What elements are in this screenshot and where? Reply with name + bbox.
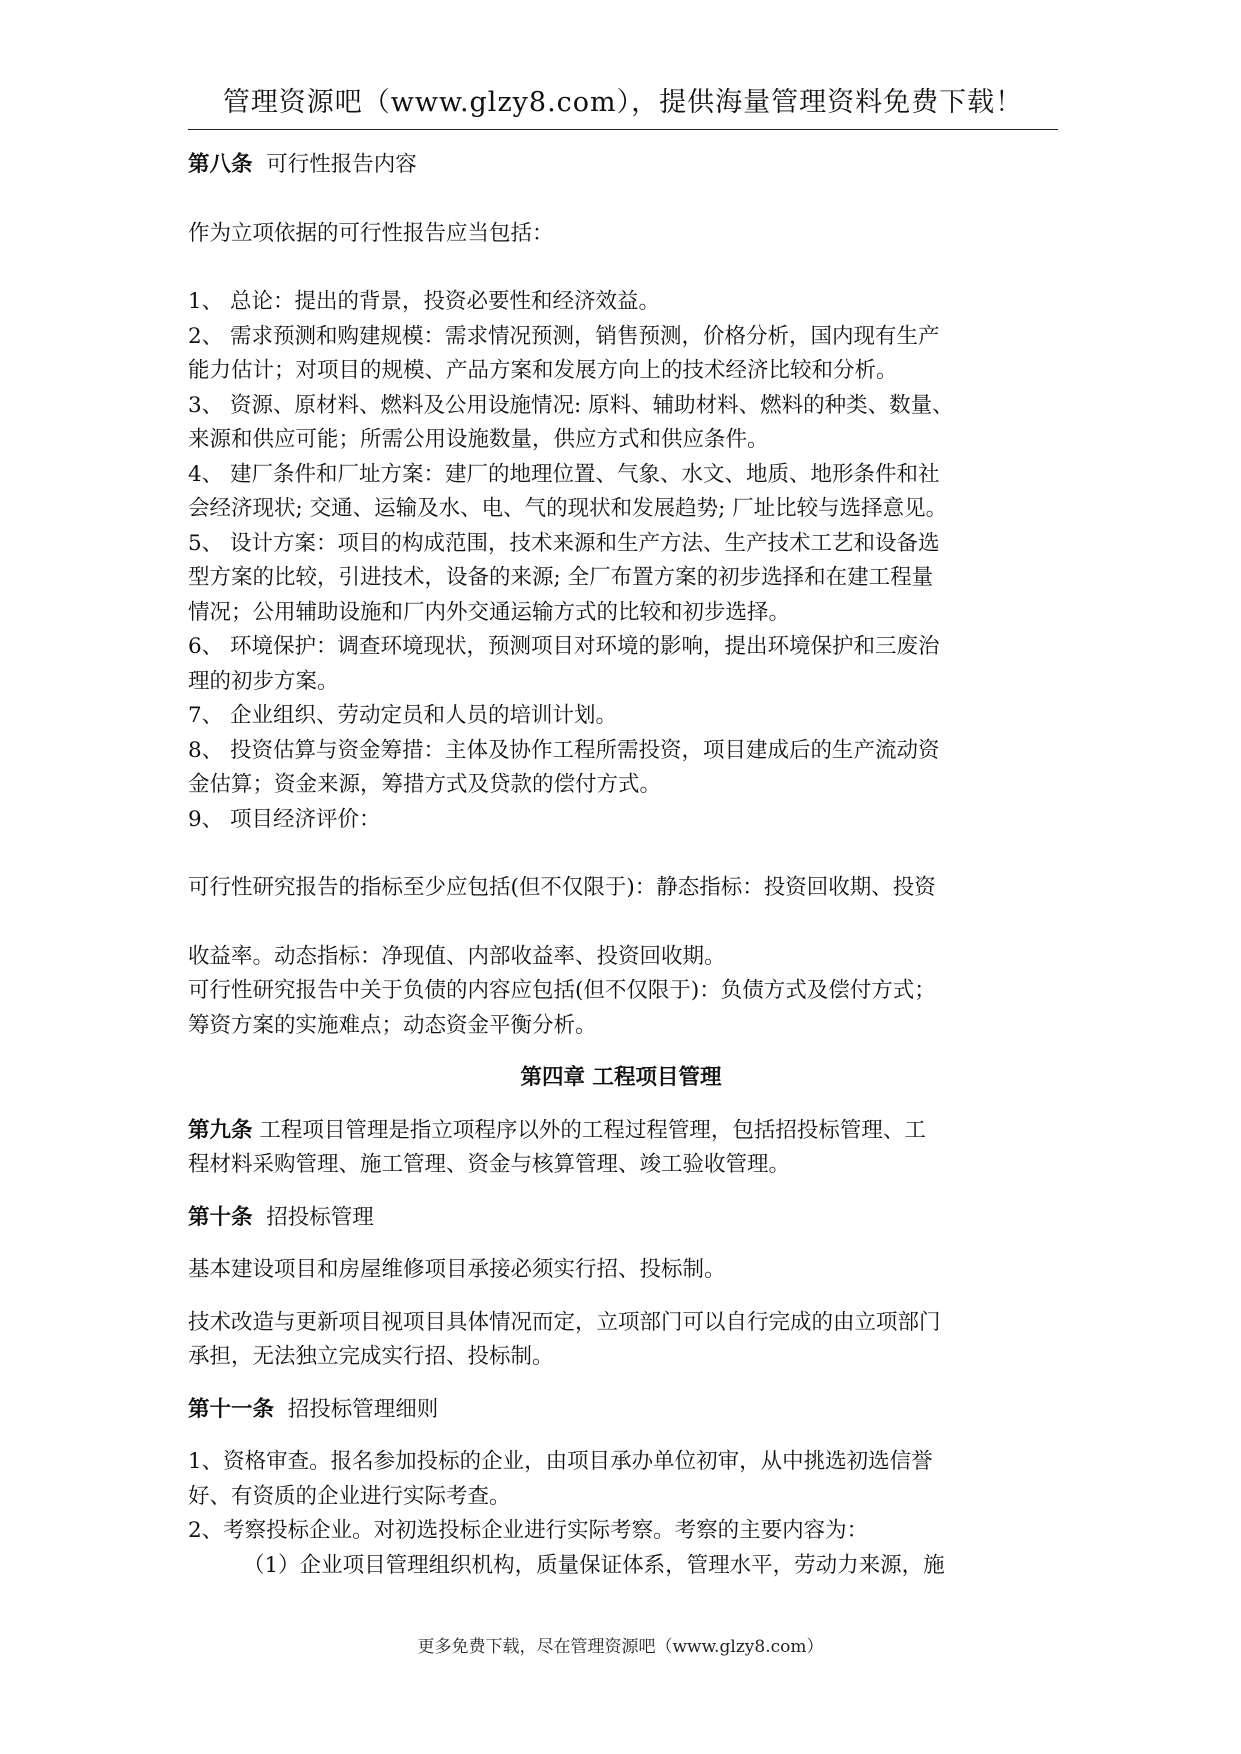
article-11-line: 好、有资质的企业进行实际考查。 <box>188 1483 511 1509</box>
list-line: 理的初步方案。 <box>188 668 339 694</box>
list-line: 金估算；资金来源，筹措方式及贷款的偿付方式。 <box>188 772 662 797</box>
article-9-line: 程材料采购管理、施工管理、资金与核算管理、竣工验收管理。 <box>188 1152 791 1177</box>
article-8-subtitle: 可行性报告内容 <box>266 152 417 177</box>
indicators-line: 可行性研究报告中关于负债的内容应包括(但不仅限于)：负债方式及偿付方式； <box>188 978 936 1003</box>
list-line: 情况；公用辅助设施和厂内外交通运输方式的比较和初步选择。 <box>188 599 791 625</box>
article-10-title: 第十条 <box>188 1204 253 1230</box>
article-9-title: 第九条 <box>188 1117 253 1143</box>
article-8-heading <box>188 148 1054 183</box>
header-divider <box>188 129 1058 130</box>
chapter-4-title: 第四章 工程项目管理 <box>520 1065 722 1090</box>
indicators-line: 筹资方案的实施难点；动态资金平衡分析。 <box>188 1012 597 1038</box>
document-body <box>188 148 1054 1583</box>
list-line: 1、 总论：提出的背景，投资必要性和经济效益。 <box>188 289 661 314</box>
list-line: 9、 项目经济评价： <box>188 806 381 832</box>
article-11-title: 第十一条 <box>188 1396 275 1422</box>
article-11-subtitle: 招投标管理细则 <box>287 1396 439 1422</box>
list-line: 3、 资源、原材料、燃料及公用设施情况: 原料、辅助材料、燃料的种类、数量、 <box>188 392 954 418</box>
article-11-heading <box>188 1393 1054 1428</box>
list-line: 8、 投资估算与资金筹措：主体及协作工程所需投资，项目建成后的生产流动资 <box>188 737 940 763</box>
article-10-p2: 承担，无法独立完成实行招、投标制。 <box>188 1344 554 1369</box>
article-10-subtitle: 招投标管理 <box>266 1204 374 1230</box>
list-line: 2、 需求预测和购建规模：需求情况预测，销售预测，价格分析，国内现有生产 <box>188 323 940 349</box>
list-line: 4、 建厂条件和厂址方案：建厂的地理位置、气象、水文、地质、地形条件和社 <box>188 461 940 487</box>
article-11-subitem: （1）企业项目管理组织机构，质量保证体系，管理水平，劳动力来源，施 <box>243 1552 945 1578</box>
article-10-heading <box>188 1201 1054 1236</box>
article-8-title: 第八条 <box>188 152 253 177</box>
list-line: 来源和供应可能；所需公用设施数量，供应方式和供应条件。 <box>188 427 769 452</box>
article-10-p2: 技术改造与更新项目视项目具体情况而定，立项部门可以自行完成的由立项部门 <box>188 1309 941 1335</box>
page-footer: 更多免费下载，尽在管理资源吧（www.glzy8.com） <box>417 1637 824 1657</box>
list-line: 5、 设计方案：项目的构成范围，技术来源和生产方法、生产技术工艺和设备选 <box>188 530 940 556</box>
article-9-text: 工程项目管理是指立项程序以外的工程过程管理，包括招投标管理、工 <box>259 1117 926 1143</box>
list-line: 型方案的比较，引进技术，设备的来源; 全厂布置方案的初步选择和在建工程量 <box>188 565 934 590</box>
indicators-line: 收益率。动态指标：净现值、内部收益率、投资回收期。 <box>188 943 726 969</box>
indicators-line: 可行性研究报告的指标至少应包括(但不仅限于)：静态指标：投资回收期、投资 <box>188 875 936 900</box>
article-11-line: 2、考察投标企业。对初选投标企业进行实际考察。考察的主要内容为： <box>188 1518 869 1543</box>
article-9-line <box>188 1114 1054 1149</box>
list-line: 6、 环境保护：调查环境现状，预测项目对环境的影响，提出环境保护和三废治 <box>188 634 940 659</box>
list-line: 能力估计；对项目的规模、产品方案和发展方向上的技术经济比较和分析。 <box>188 358 898 383</box>
article-10-p1: 基本建设项目和房屋维修项目承接必须实行招、投标制。 <box>188 1257 726 1282</box>
page-header: 管理资源吧（www.glzy8.com），提供海量管理资料免费下载！ <box>222 87 1024 118</box>
list-line: 7、 企业组织、劳动定员和人员的培训计划。 <box>188 703 618 728</box>
list-line: 会经济现状; 交通、运输及水、电、气的现状和发展趋势; 厂址比较与选择意见。 <box>188 496 948 521</box>
article-8-intro: 作为立项依据的可行性报告应当包括： <box>188 220 554 246</box>
article-11-line: 1、资格审查。报名参加投标的企业，由项目承办单位初审，从中挑选初选信誉 <box>188 1449 933 1474</box>
